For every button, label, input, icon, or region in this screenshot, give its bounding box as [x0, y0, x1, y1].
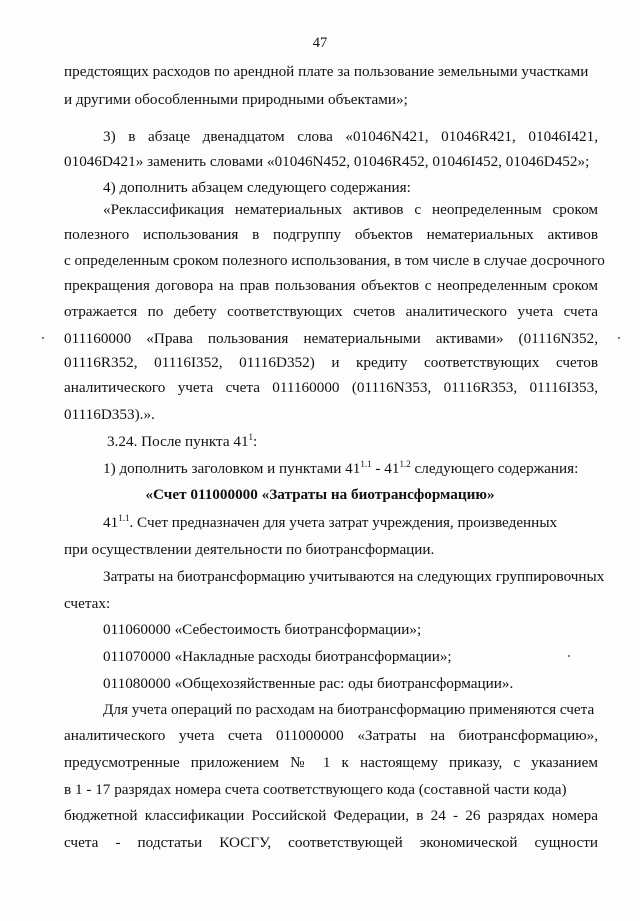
text-line: полезного использования в подгруппу объектов нематериальных активов	[64, 226, 598, 243]
text-line	[103, 513, 598, 533]
text-segment: - 41	[371, 460, 400, 477]
text-line: Для учета операций по расходам на биотрансформацию применяются счета	[103, 701, 595, 718]
text-line: счетах:	[64, 595, 111, 612]
text-line: 011160000 «Права пользования нематериальными активами» (01116N352,	[64, 330, 598, 347]
page-number: 47	[312, 35, 328, 51]
text-line: 01116D353).».	[64, 406, 155, 423]
text-line: прекращения договора на прав пользования объектов с неопределенным сроком	[64, 277, 598, 294]
superscript: 1.2	[399, 459, 411, 469]
text-line: 011070000 «Накладные расходы биотрансформации»;	[103, 648, 452, 665]
superscript: 1	[248, 432, 254, 442]
text-line: аналитического учета счета 011000000 «Затраты на биотрансформацию»,	[64, 727, 598, 744]
text-line: 01116R352, 01116I352, 01116D352) и кредиту соответствующих счетов	[64, 354, 598, 371]
text-line: с определенным сроком полезного использования, в том числе в случае досрочного	[64, 252, 605, 269]
scan-speck	[42, 337, 44, 339]
text-segment: . Счет предназначен для учета затрат учреждения, произведенных	[129, 514, 558, 531]
section-heading: «Счет 011000000 «Затраты на биотрансформацию»	[145, 486, 495, 503]
text-line: при осуществлении деятельности по биотрансформации.	[64, 541, 435, 558]
superscript: 1.1	[118, 513, 130, 523]
text-line: отражается по дебету соответствующих счетов аналитического учета счета	[64, 303, 598, 320]
text-line: в 1 - 17 разрядах номера счета соответствующего кода (составной части кода)	[64, 781, 567, 798]
text-line: 01046D421» заменить словами «01046N452, 01046R452, 01046I452, 01046D452»;	[64, 153, 590, 170]
text-line: предусмотренные приложением № 1 к настоящему приказу, с указанием	[64, 754, 598, 771]
text-segment: 41	[103, 514, 119, 531]
text-segment: 3.24. После пункта 41	[107, 433, 249, 450]
text-line: 011080000 «Общехозяйственные рас: оды биотрансформации».	[103, 675, 514, 692]
text-line	[103, 459, 598, 479]
superscript: 1.1	[360, 459, 372, 469]
text-line	[107, 432, 602, 452]
scan-speck	[618, 337, 620, 339]
text-segment: следующего содержания:	[410, 460, 579, 477]
text-segment: 1) дополнить заголовком и пунктами 41	[103, 460, 361, 477]
text-line: 4) дополнить абзацем следующего содержания:	[103, 179, 411, 196]
text-line: «Реклассификация нематериальных активов с неопределенным сроком	[103, 201, 598, 218]
text-line: 3) в абзаце двенадцатом слова «01046N421, 01046R421, 01046I421,	[103, 128, 598, 145]
text-line: и другими обособленными природными объектами»;	[64, 91, 408, 108]
text-line: предстоящих расходов по арендной плате за пользование земельными участками	[64, 63, 589, 80]
text-line: аналитического учета счета 011160000 (01116N353, 01116R353, 01116I353,	[64, 379, 598, 396]
text-line: бюджетной классификации Российской Федерации, в 24 - 26 разрядах номера	[64, 807, 598, 824]
scan-speck	[568, 655, 570, 657]
text-line: счета - подстатьи КОСГУ, соответствующей экономической сущности	[64, 834, 598, 851]
text-segment: :	[253, 433, 258, 450]
text-line: 011060000 «Себестоимость биотрансформации»;	[103, 621, 422, 638]
text-line: Затраты на биотрансформацию учитываются на следующих группировочных	[103, 568, 605, 585]
